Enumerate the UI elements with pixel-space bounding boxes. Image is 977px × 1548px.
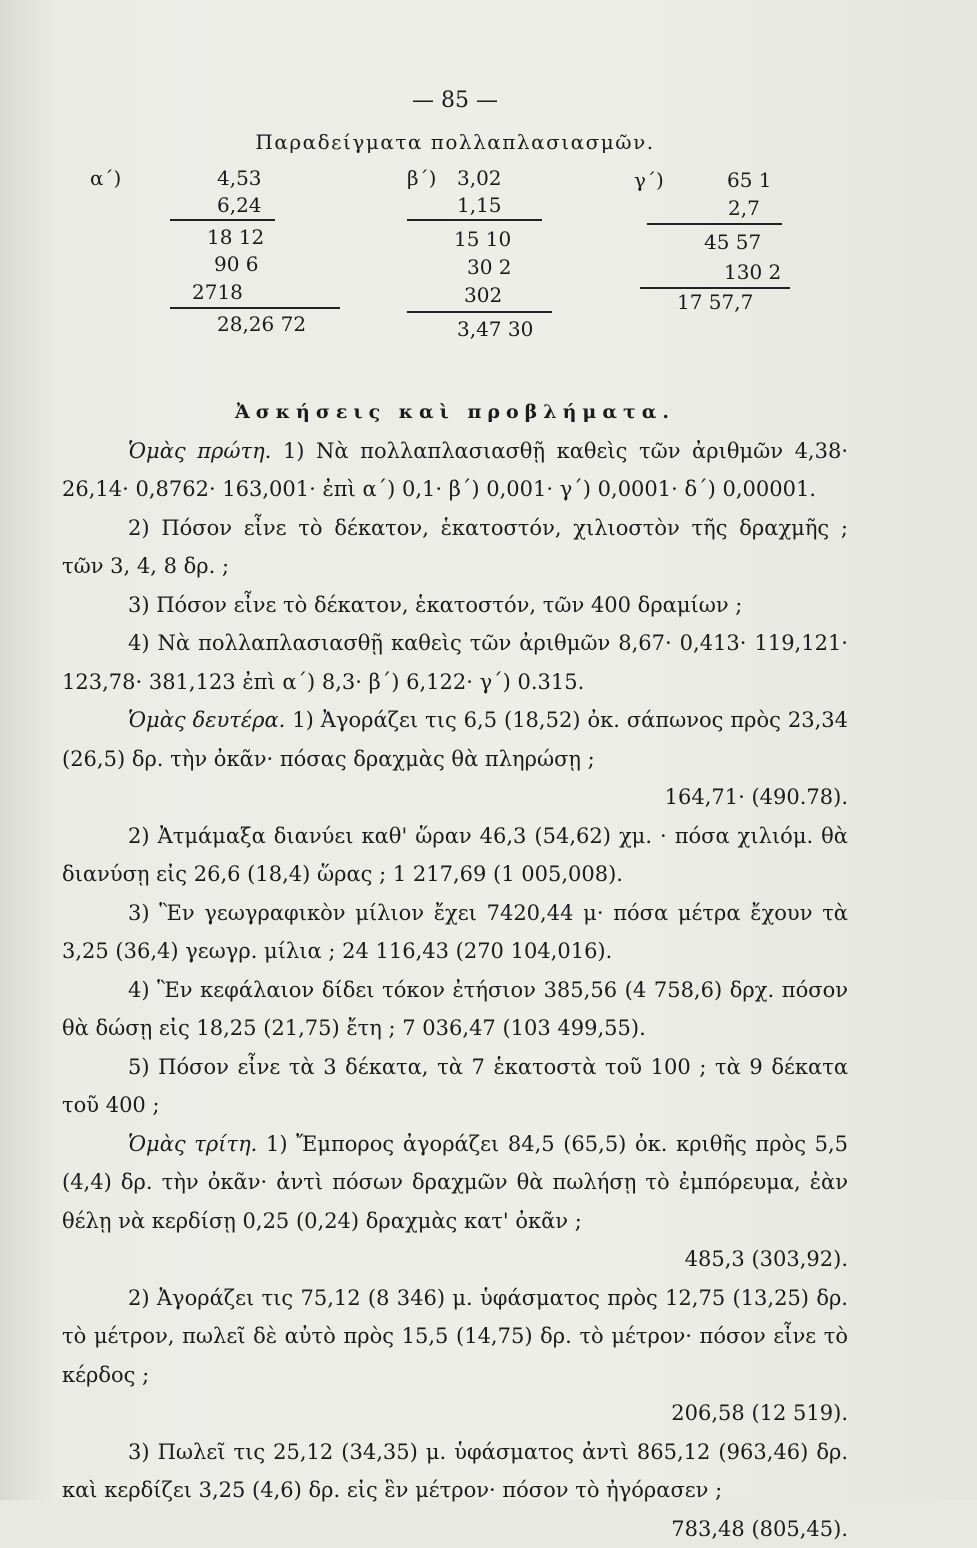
- example-a-rule: [170, 307, 340, 309]
- example-c-row: 2,7: [728, 197, 760, 219]
- section-title: Παραδείγματα πολλαπλασιασμῶν.: [62, 123, 848, 162]
- group-third-a2: 206,58 (12 519).: [62, 1394, 848, 1433]
- group-first-p3: 3) Πόσον εἶνε τὸ δέκατον, ἑκατοστόν, τῶν 400 δραμίων ;: [62, 586, 848, 625]
- example-b-result: 3,47 30: [457, 318, 533, 340]
- multiplication-examples: [62, 161, 848, 393]
- group-first-p1: [62, 432, 848, 509]
- example-a-row: 6,24: [217, 194, 262, 216]
- group-third-p1: [62, 1125, 848, 1241]
- group-second-p4: 4) Ἓν κεφάλαιον δίδει τόκον ἐτήσιον 385,56 (4 758,6) δρχ. πόσον θὰ δώσῃ εἰς 18,25 (21,75) ἔτη ; 7 036,47 (103 499,55).: [62, 971, 848, 1048]
- example-a-rule: [170, 219, 275, 221]
- group-first-p2: 2) Πόσον εἶνε τὸ δέκατον, ἑκατοστόν, χιλιοστὸν τῆς δραχμῆς ; τῶν 3, 4, 8 δρ. ;: [62, 509, 848, 586]
- example-b-row: 1,15: [457, 194, 502, 216]
- example-b-row: 15 10: [454, 228, 511, 250]
- example-c-rule: [647, 223, 782, 225]
- group-third-a3: 783,48 (805,45).: [62, 1510, 848, 1548]
- example-a-result: 28,26 72: [217, 313, 306, 335]
- example-a-label: α΄): [90, 167, 121, 189]
- example-a-row: 90 6: [214, 253, 259, 275]
- page-text: [62, 82, 848, 1548]
- group-second-p5: 5) Πόσον εἶνε τὰ 3 δέκατα, τὰ 7 ἑκατοστὰ τοῦ 100 ; τὰ 9 δέκατα τοῦ 400 ;: [62, 1048, 848, 1125]
- example-c-row: 130 2: [724, 261, 781, 283]
- exercise-text: 1) Ἀγοράζει τις 6,5 (18,52) ὀκ. σάπωνος πρὸς 23,34 (26,5) δρ. τὴν ὀκᾶν· πόσας δραχμὰς θὰ πληρώσῃ ;: [62, 708, 848, 771]
- group-first-name: Ὁμὰς πρώτη.: [128, 439, 271, 463]
- group-second-p1: [62, 701, 848, 778]
- group-first-p4: 4) Νὰ πολλαπλασιασθῇ καθεὶς τῶν ἀριθμῶν 8,67· 0,413· 119,121· 123,78· 381,123 ἐπὶ α΄) 8,3· β΄) 6,122· γ΄) 0.315.: [62, 624, 848, 701]
- page-number: — 85 —: [62, 82, 848, 121]
- example-c-row: 45 57: [704, 231, 761, 253]
- example-c-rule: [640, 287, 790, 289]
- example-a-row: 4,53: [217, 167, 262, 189]
- exercises-title: Ἀσκήσεις καὶ προβλήματα.: [62, 393, 848, 432]
- group-second-p2: 2) Ἀτμάμαξα διανύει καθ' ὥραν 46,3 (54,62) χμ. · πόσα χιλιόμ. θὰ διανύσῃ εἰς 26,6 (18,4) ὥρας ; 1 217,69 (1 005,008).: [62, 817, 848, 894]
- group-third-p3: 3) Πωλεῖ τις 25,12 (34,35) μ. ὑφάσματος ἀντὶ 865,12 (963,46) δρ. καὶ κερδίζει 3,25 (4,6) δρ. εἰς ἓν μέτρον· πόσον τὸ ἠγόρασεν ;: [62, 1433, 848, 1510]
- group-third-name: Ὁμὰς τρίτη.: [128, 1132, 257, 1156]
- example-b-rule: [407, 311, 552, 313]
- group-third-a1: 485,3 (303,92).: [62, 1240, 848, 1279]
- example-c-row: 65 1: [727, 169, 772, 191]
- example-b-label: β΄): [407, 167, 436, 189]
- group-second-p3: 3) Ἓν γεωγραφικὸν μίλιον ἔχει 7420,44 μ· πόσα μέτρα ἔχουν τὰ 3,25 (36,4) γεωγρ. μίλια ; 24 116,43 (270 104,016).: [62, 894, 848, 971]
- example-a-row: 18 12: [207, 226, 264, 248]
- exercise-text: 1) Ἔμπορος ἀγοράζει 84,5 (65,5) ὀκ. κριθῆς πρὸς 5,5 (4,4) δρ. τὴν ὀκᾶν· ἀντὶ πόσων δραχμῶν θὰ πωλήσῃ τὸ ἐμπόρευμα, ἐὰν θέλῃ νὰ κερδίσῃ 0,25 (0,24) δραχμὰς κατ' ὀκᾶν ;: [62, 1132, 848, 1233]
- group-second-name: Ὁμὰς δευτέρα.: [128, 708, 285, 732]
- example-c-result: 17 57,7: [677, 291, 753, 313]
- example-b-row: 30 2: [467, 256, 512, 278]
- group-second-a1: 164,71· (490.78).: [62, 778, 848, 817]
- example-a-row: 2718: [192, 281, 243, 303]
- exercise-text: 1) Νὰ πολλαπλασιασθῇ καθεὶς τῶν ἀριθμῶν 4,38· 26,14· 0,8762· 163,001· ἐπὶ α΄) 0,1· β΄) 0,001· γ΄) 0,0001· δ΄) 0,00001.: [62, 439, 848, 502]
- example-b-row: 302: [464, 284, 502, 306]
- example-b-row: 3,02: [457, 167, 502, 189]
- example-b-rule: [407, 219, 542, 221]
- example-c-label: γ΄): [634, 169, 664, 191]
- group-third-p2: 2) Ἀγοράζει τις 75,12 (8 346) μ. ὑφάσματος πρὸς 12,75 (13,25) δρ. τὸ μέτρον, πωλεῖ δὲ αὐτὸ πρὸς 15,5 (14,75) δρ. τὸ μέτρον· πόσον εἶνε τὸ κέρδος ;: [62, 1279, 848, 1395]
